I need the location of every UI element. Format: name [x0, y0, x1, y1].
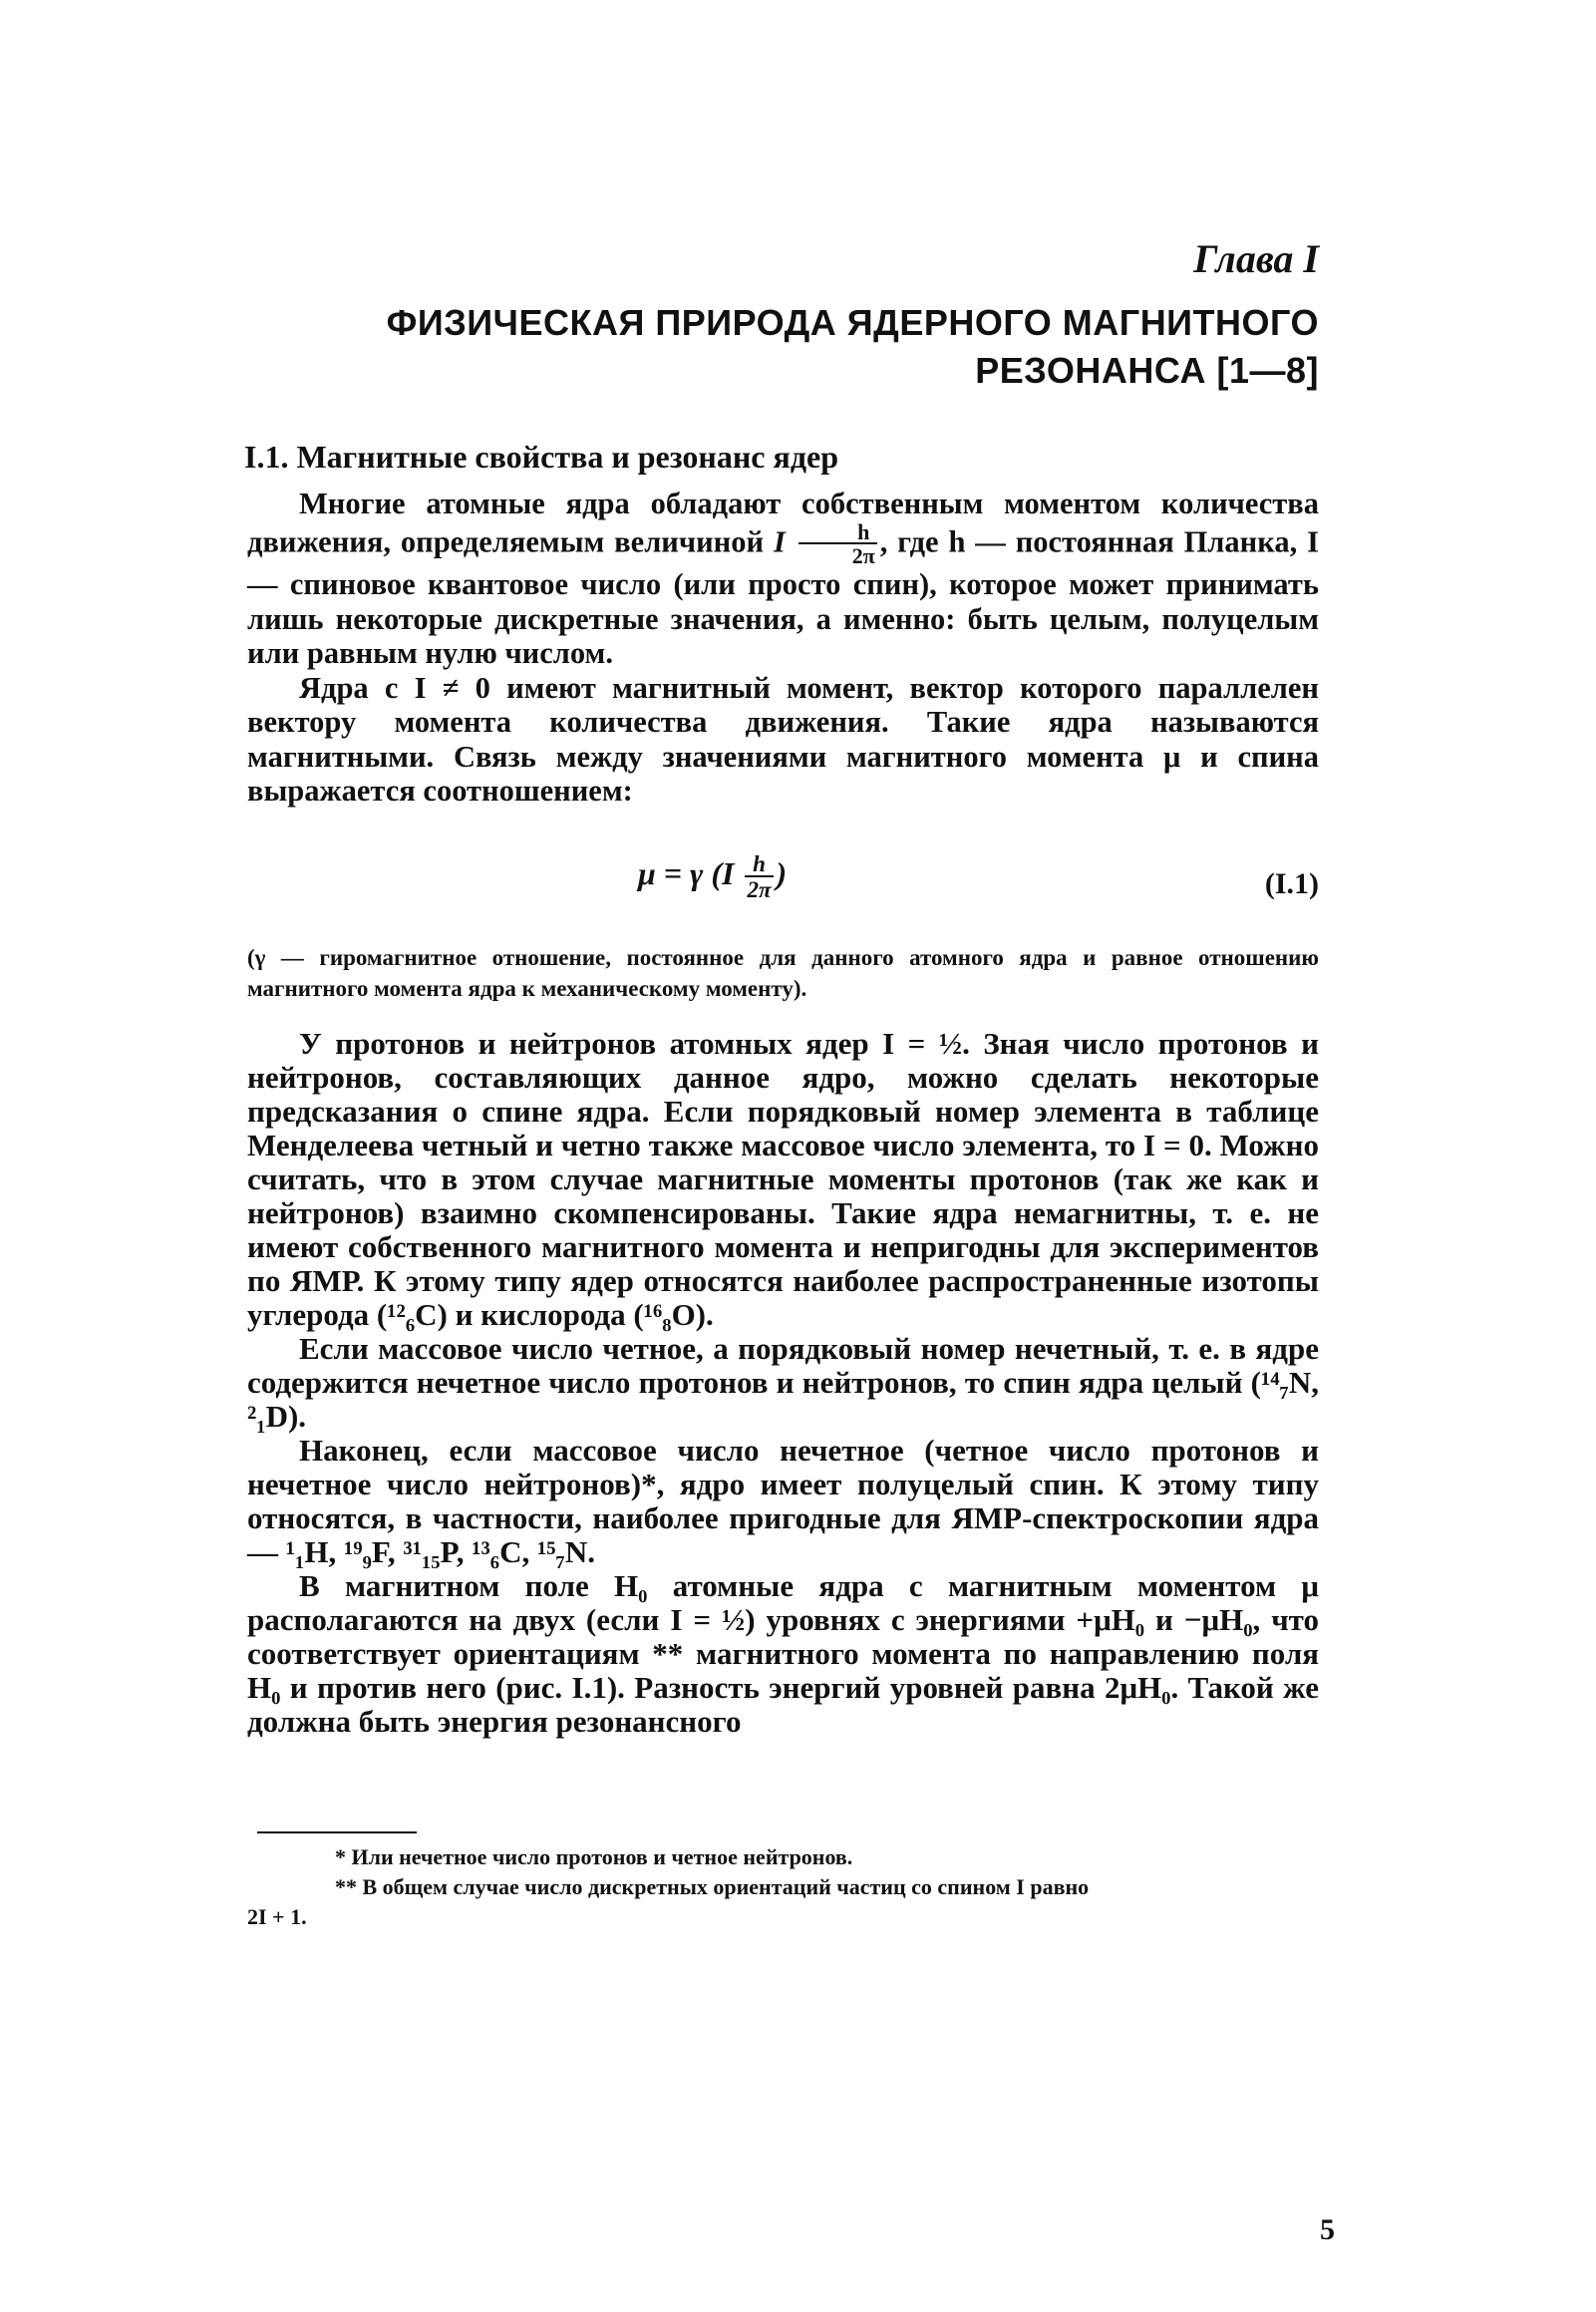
fraction-denominator: 2π	[851, 543, 875, 569]
paragraph-3: У протонов и нейтронов атомных ядер I = ½. Зная число протонов и нейтронов, составляющих данное ядро, можно сделать некоторые предсказания о спине ядра. Если порядковый номер элемента в таблице Менделеева четный и четно также массовое число элемента, то I = 0. Можно считать, что в этом случае магнитные моменты протонов (так же как и нейтронов) взаимно скомпенсированы. Такие ядра немагнитны, т. е. не имеют собственного магнитного момента и непригодны для экспериментов по ЯМР. К этому типу ядер относятся наиболее распространенные изотопы углерода (¹²₆C) и кислорода (¹⁶₈O).	[247, 1026, 1319, 1332]
formula-fraction	[745, 852, 773, 901]
page-number: 5	[1320, 2213, 1335, 2246]
section-heading: I.1. Магнитные свойства и резонанс ядер	[244, 439, 838, 475]
chapter-title	[342, 299, 1319, 395]
paragraph-1-factor: I	[773, 523, 786, 558]
gyromagnetic-note: (γ — гиромагнитное отношение, постоянное для данного атомного ядра и равное отношению магнитного момента ядра к механическому моменту).	[247, 945, 1319, 1001]
paragraph-6: В магнитном поле H₀ атомные ядра с магнитным моментом μ располагаются на двух (если I = ½) уровнях с энергиями +μH₀ и −μH₀, что соответствует ориентациям ** магнитного момента по направлению поля H₀ и против него (рис. I.1). Разность энергий уровней равна 2μH₀. Такой же должна быть энергия резонансного	[247, 1568, 1319, 1739]
chapter-title-line-2: РЕЗОНАНСА [1—8]	[975, 350, 1319, 391]
paragraph-1-start: Многие атомные ядра обладают собственным моментом количества движения, определяемым величиной	[247, 487, 1319, 558]
footnote-2: ** В общем случае число дискретных ориентаций частиц со спином I равно	[335, 1874, 1090, 1899]
formula-denominator: 2π	[747, 876, 772, 903]
formula-left: μ = γ (I	[638, 854, 735, 891]
footnote-2-continuation: 2I + 1.	[247, 1904, 307, 1929]
footnote-divider	[257, 1831, 417, 1833]
paragraph-1	[247, 487, 1319, 671]
formula-number: (I.1)	[1264, 867, 1319, 900]
paragraph-2: Ядра с I ≠ 0 имеют магнитный момент, вектор которого параллелен вектору момента количества движения. Такие ядра называются магнитными. Связь между значениями магнитного момента μ и спина выражается соотношением:	[247, 670, 1319, 809]
footnotes	[247, 1842, 1319, 1932]
formula-right: )	[776, 854, 788, 891]
footnote-1: * Или нечетное число протонов и четное нейтронов.	[335, 1844, 853, 1869]
fraction-numerator: h	[798, 521, 877, 545]
paragraph-5: Наконец, если массовое число нечетное (четное число протонов и нечетное число нейтронов)*, ядро имеет полуцелый спин. К этому типу относятся, в частности, наиболее пригодные для ЯМР-спектроскопии ядра — ¹₁H, ¹⁹₉F, ³¹₁₅P, ¹³₆C, ¹⁵₇N.	[247, 1433, 1319, 1569]
paragraph-1-fraction	[798, 518, 877, 569]
formula-1-1	[638, 852, 787, 901]
paragraph-4: Если массовое число четное, а порядковый номер нечетный, т. е. в ядре содержится нечетное число протонов и нейтронов, то спин ядра целый (¹⁴₇N, ²₁D).	[247, 1331, 1319, 1434]
formula-numerator: h	[745, 852, 773, 877]
chapter-title-line-1: ФИЗИЧЕСКАЯ ПРИРОДА ЯДЕРНОГО МАГНИТНОГО	[386, 302, 1319, 343]
paragraph-1-end: , где h — постоянная Планка, I — спиновое квантовое число (или просто спин), которое может принимать лишь некоторые дискретные значения, а именно: быть целым, полуцелым или равным нулю числом.	[247, 523, 1319, 671]
main-paragraphs	[247, 1027, 1319, 1739]
intro-paragraphs	[247, 487, 1319, 809]
chapter-label: Глава I	[1193, 236, 1319, 281]
